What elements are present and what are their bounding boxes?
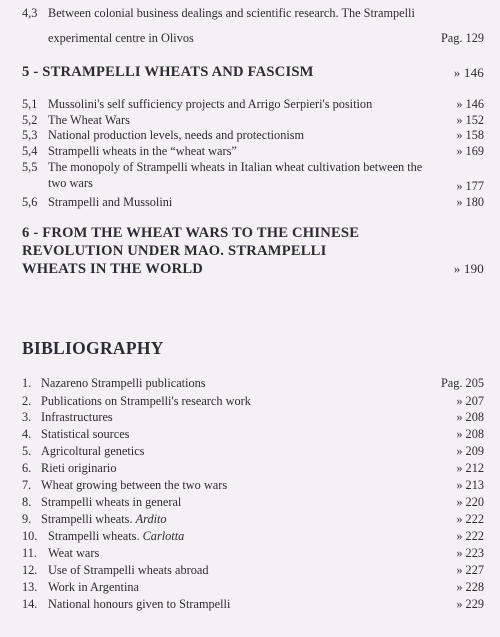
- bib-page: » 212: [456, 461, 484, 475]
- bib-page: » 222: [456, 512, 484, 526]
- bib-number: 11.: [22, 546, 37, 560]
- entry-number: 5,3: [22, 128, 38, 142]
- bib-title: Wheat growing between the two wars: [41, 478, 228, 492]
- entry-page: » 169: [456, 144, 484, 158]
- entry-title-line2: two wars: [48, 176, 93, 190]
- bib-number: 1.: [22, 376, 32, 390]
- bib-title: Infrastructures: [41, 410, 113, 424]
- bib-number: 7.: [22, 478, 32, 492]
- entry-number: 5,4: [22, 144, 38, 158]
- bib-title: Agricoltural genetics: [41, 444, 145, 458]
- chapter-6-heading: [22, 224, 484, 278]
- bib-title: Publications on Strampelli's research work: [41, 394, 251, 408]
- bib-number: 5.: [22, 444, 32, 458]
- bib-page: » 228: [456, 580, 484, 594]
- entry-page: » 158: [456, 128, 484, 142]
- bib-page: » 222: [456, 529, 484, 543]
- bib-title: [48, 529, 184, 544]
- bib-title-italic: Ardito: [135, 512, 167, 526]
- bib-page: » 220: [456, 495, 484, 509]
- entry-number: 5,1: [22, 97, 38, 111]
- entry-page: Pag. 129: [440, 31, 484, 45]
- chapter-title: 5 - STRAMPELLI WHEATS AND FASCISM: [22, 64, 314, 80]
- bib-number: 8.: [22, 495, 32, 509]
- bib-page: Pag. 205: [440, 376, 484, 390]
- bib-title-text: Strampelli wheats.: [41, 512, 133, 526]
- bib-title: Work in Argentina: [48, 580, 139, 594]
- bib-title: Weat wars: [48, 546, 100, 560]
- chapter-5-heading: [22, 64, 484, 81]
- bib-title: Strampelli wheats in general: [41, 495, 182, 509]
- entry-page: » 152: [456, 113, 484, 127]
- bib-number: 14.: [22, 597, 38, 611]
- entry-title: The Wheat Wars: [48, 113, 130, 127]
- chapter-title-line2: REVOLUTION UNDER MAO. STRAMPELLI: [22, 243, 327, 259]
- entry-page: » 180: [456, 195, 484, 209]
- entry-page: » 177: [456, 179, 484, 193]
- bibliography-heading: BIBLIOGRAPHY: [22, 338, 164, 358]
- entry-title: National production levels, needs and protectionism: [48, 128, 305, 142]
- bib-page: » 207: [456, 394, 484, 408]
- entry-title-line2: experimental centre in Olivos: [48, 31, 194, 45]
- bib-number: 13.: [22, 580, 38, 594]
- bib-title: Nazareno Strampelli publications: [41, 376, 206, 390]
- bib-page: » 229: [456, 597, 484, 611]
- chapter-page: » 190: [453, 261, 484, 276]
- bib-title: National honours given to Strampelli: [48, 597, 231, 611]
- bib-page: » 227: [456, 563, 484, 577]
- entry-number: 5,6: [22, 195, 38, 209]
- bib-number: 4.: [22, 427, 32, 441]
- bib-page: » 209: [456, 444, 484, 458]
- bib-number: 12.: [22, 563, 38, 577]
- bib-title-italic: Carlotta: [142, 529, 185, 543]
- bib-number: 9.: [22, 512, 32, 526]
- entry-page: » 146: [456, 97, 484, 111]
- chapter-title-line1: 6 - FROM THE WHEAT WARS TO THE CHINESE: [22, 225, 360, 241]
- bib-page: » 208: [456, 410, 484, 424]
- bib-title-text: Strampelli wheats.: [48, 529, 140, 543]
- entry-number: 5,2: [22, 113, 38, 127]
- bib-title: [41, 512, 167, 527]
- bib-number: 6.: [22, 461, 32, 475]
- entry-title: Strampelli and Mussolini: [48, 195, 173, 209]
- entry-title: Mussolini's self sufficiency projects and Arrigo Serpieri's position: [48, 97, 373, 111]
- bib-number: 2.: [22, 394, 32, 408]
- entry-number: 4,3: [22, 6, 38, 20]
- bib-title: Statistical sources: [41, 427, 130, 441]
- bib-number: 3.: [22, 410, 32, 424]
- entry-title: Strampelli wheats in the “wheat wars”: [48, 144, 237, 158]
- entry-number: 5,5: [22, 160, 38, 174]
- bib-page: » 213: [456, 478, 484, 492]
- chapter-page: » 146: [453, 65, 484, 80]
- chapter-title-line3: WHEATS IN THE WORLD: [22, 261, 203, 277]
- bib-title: Use of Strampelli wheats abroad: [48, 563, 209, 577]
- bib-title: Rieti originario: [41, 461, 117, 475]
- bib-page: » 223: [456, 546, 484, 560]
- entry-title-line1: The monopoly of Strampelli wheats in Italian wheat cultivation between the: [48, 160, 423, 174]
- entry-title-line1: Between colonial business dealings and scientific research. The Strampelli: [48, 6, 415, 20]
- bib-page: » 208: [456, 427, 484, 441]
- bib-number: 10.: [22, 529, 38, 543]
